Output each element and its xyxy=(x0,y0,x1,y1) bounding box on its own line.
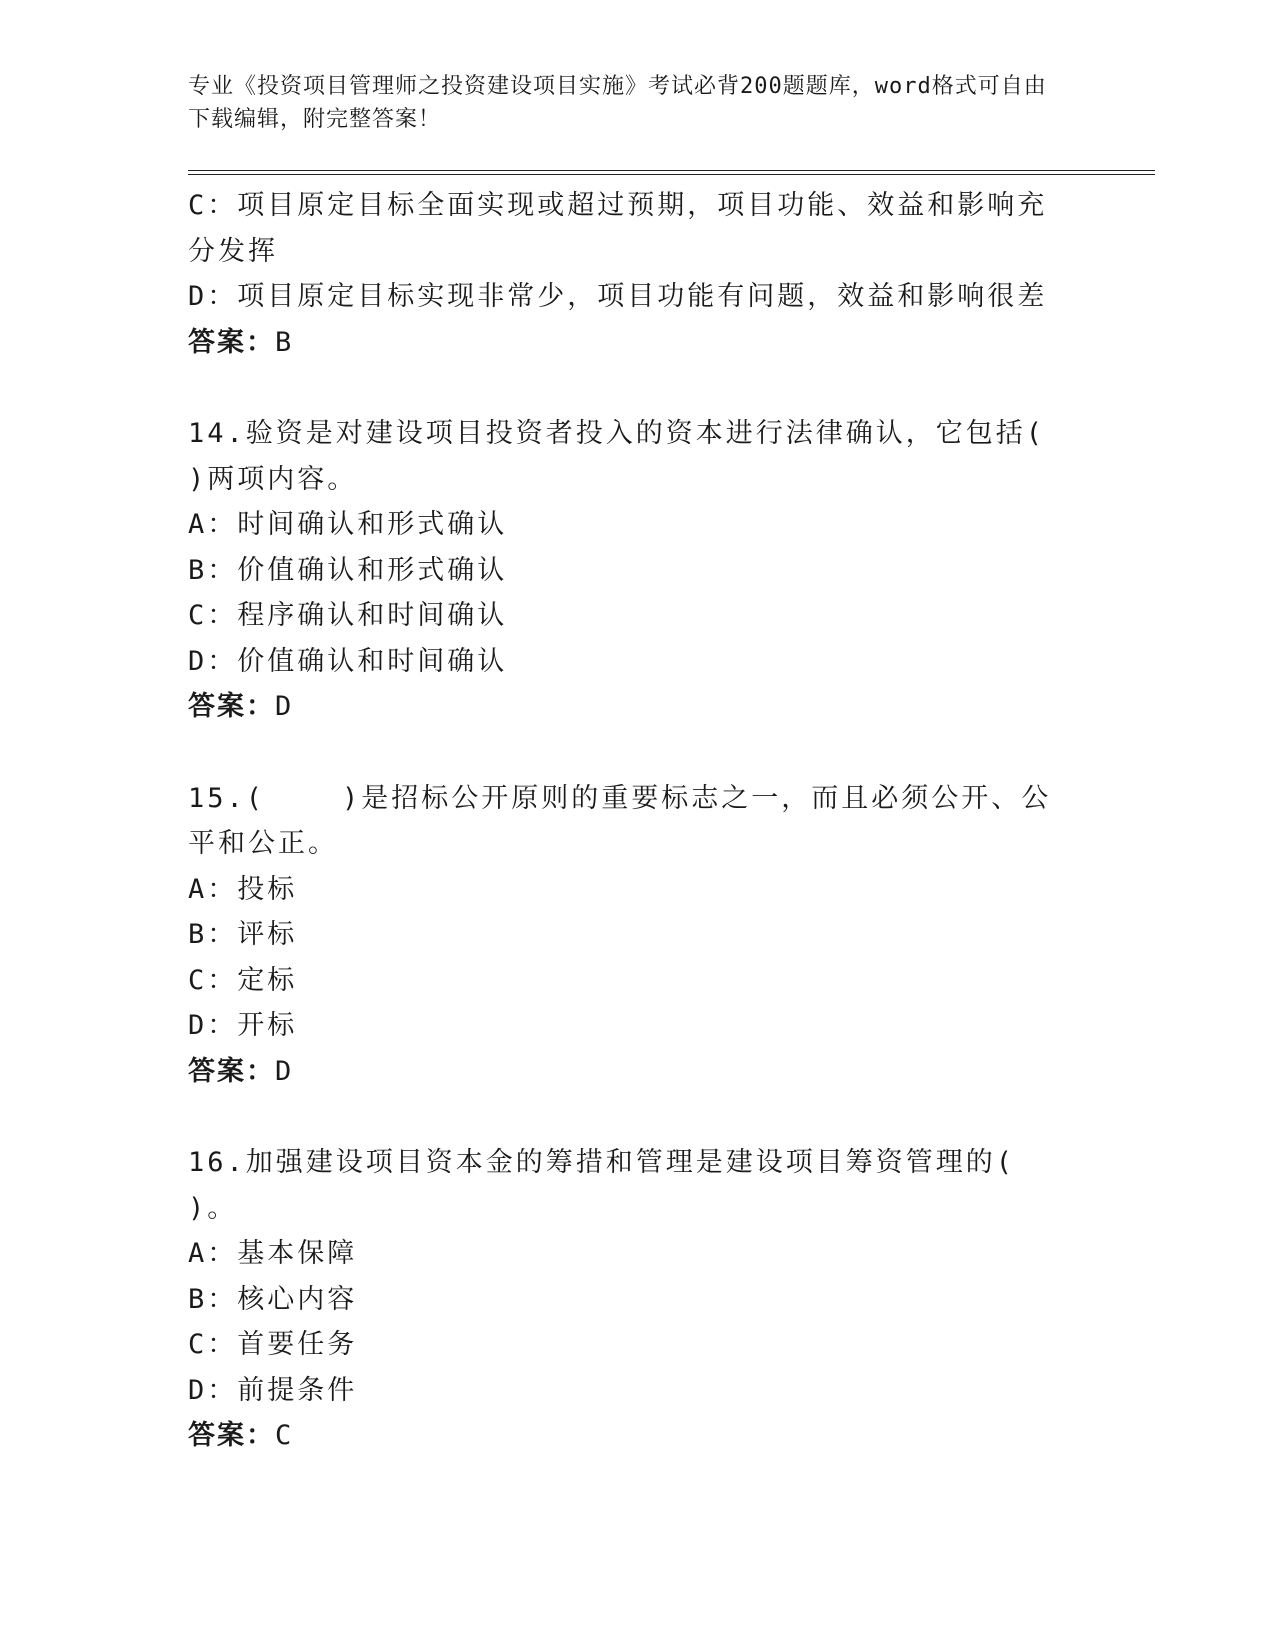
option-c: C：首要任务 xyxy=(188,1329,358,1360)
option-a: A：时间确认和形式确认 xyxy=(188,509,508,540)
answer-value: C xyxy=(275,1420,294,1451)
document-header-title: 专业《投资项目管理师之投资建设项目实施》考试必背200题题库，word格式可自由下载编辑，附完整答案！ xyxy=(188,74,1047,132)
question-16 xyxy=(188,1140,1148,1459)
option-a: A：投标 xyxy=(188,873,298,905)
option-d: D：项目原定目标实现非常少，项目功能有问题，效益和影响很差 xyxy=(188,281,1048,312)
answer-value: D xyxy=(275,691,294,722)
header-double-rule xyxy=(188,170,1155,175)
question-stem: 16.加强建设项目资本金的筹措和管理是建设项目筹资管理的( )。 xyxy=(188,1147,1093,1224)
answer-value: D xyxy=(275,1055,294,1087)
question-content xyxy=(188,183,1148,1459)
answer-value: B xyxy=(275,326,294,358)
answer-label: 答案： xyxy=(188,1055,275,1087)
answer-line xyxy=(188,320,1148,366)
question-13-continued xyxy=(188,183,1148,365)
option-d: D：价值确认和时间确认 xyxy=(188,645,508,677)
question-15 xyxy=(188,776,1148,1095)
question-stem: 14.验资是对建设项目投资者投入的资本进行法律确认，它包括( )两项内容。 xyxy=(188,418,1123,495)
option-b: B：价值确认和形式确认 xyxy=(188,554,508,586)
option-d: D：前提条件 xyxy=(188,1374,358,1406)
option-b: B：核心内容 xyxy=(188,1283,358,1315)
answer-line xyxy=(188,684,1148,730)
answer-line xyxy=(188,1049,1148,1095)
question-stem: 15.( )是招标公开原则的重要标志之一，而且必须公开、公平和公正。 xyxy=(188,782,1052,859)
option-b: B：评标 xyxy=(188,919,298,950)
question-14 xyxy=(188,411,1148,730)
option-a: A：基本保障 xyxy=(188,1238,358,1269)
answer-label: 答案： xyxy=(188,691,275,722)
answer-label: 答案： xyxy=(188,326,275,358)
answer-line xyxy=(188,1413,1148,1459)
answer-label: 答案： xyxy=(188,1420,275,1451)
document-page xyxy=(188,70,1148,1459)
option-c: C：定标 xyxy=(188,964,298,996)
option-d: D：开标 xyxy=(188,1010,298,1041)
option-c: C：项目原定目标全面实现或超过预期，项目功能、效益和影响充分发挥 xyxy=(188,190,1048,267)
option-c: C：程序确认和时间确认 xyxy=(188,600,508,631)
